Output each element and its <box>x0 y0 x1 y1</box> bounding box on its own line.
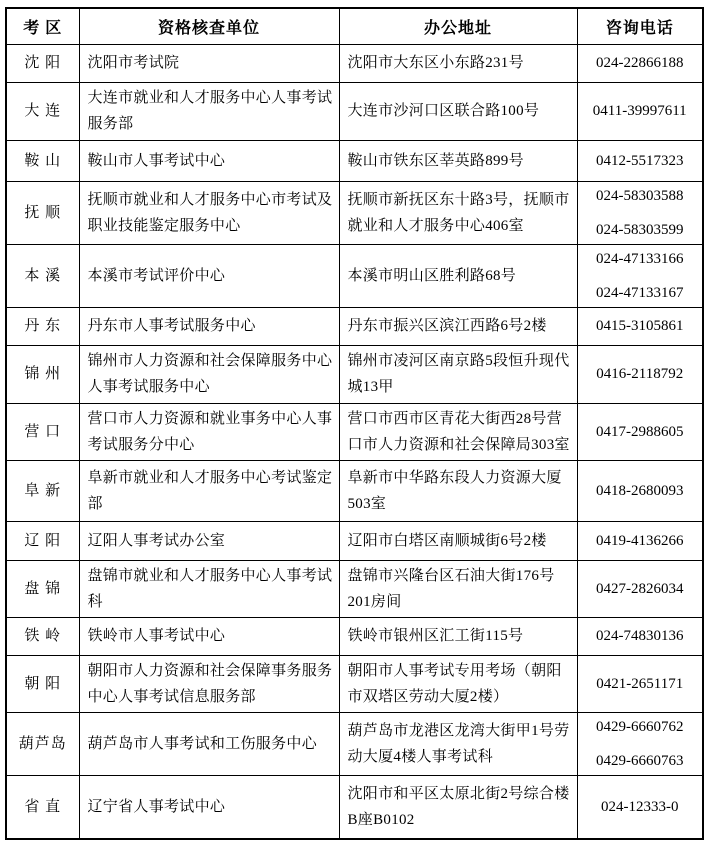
phone-cell <box>577 655 703 712</box>
table-row <box>6 44 703 82</box>
district-cell: 铁 岭 <box>6 617 79 655</box>
phone-number: 024-58303588 <box>596 187 684 204</box>
phone-cell <box>577 560 703 617</box>
phone-cell <box>577 140 703 181</box>
phone-cell <box>577 403 703 460</box>
table-row <box>6 403 703 460</box>
phone-cell <box>577 712 703 775</box>
unit-cell: 大连市就业和人才服务中心人事考试服务部 <box>79 82 339 140</box>
header-address: 办公地址 <box>339 8 577 44</box>
unit-cell: 丹东市人事考试服务中心 <box>79 307 339 345</box>
district-cell: 锦 州 <box>6 345 79 403</box>
phone-number: 0418-2680093 <box>596 482 684 499</box>
unit-cell: 阜新市就业和人才服务中心考试鉴定部 <box>79 460 339 521</box>
unit-cell: 朝阳市人力资源和社会保障事务服务中心人事考试信息服务部 <box>79 655 339 712</box>
phone-number: 024-58303599 <box>596 221 684 238</box>
unit-cell: 沈阳市考试院 <box>79 44 339 82</box>
phone-cell <box>577 181 703 244</box>
table-row <box>6 140 703 181</box>
address-cell: 抚顺市新抚区东十路3号，抚顺市就业和人才服务中心406室 <box>339 181 577 244</box>
table-header <box>6 8 703 44</box>
header-phone: 咨询电话 <box>577 8 703 44</box>
district-cell: 丹 东 <box>6 307 79 345</box>
phone-cell <box>577 617 703 655</box>
table-row <box>6 82 703 140</box>
phone-number: 0427-2826034 <box>596 580 684 597</box>
phone-number: 0421-2651171 <box>596 675 684 692</box>
phone-cell <box>577 775 703 839</box>
header-row <box>6 8 703 44</box>
phone-number: 024-12333-0 <box>601 798 679 815</box>
address-cell: 阜新市中华路东段人力资源大厦503室 <box>339 460 577 521</box>
phone-number: 024-47133167 <box>596 284 684 301</box>
district-cell: 抚 顺 <box>6 181 79 244</box>
table-row <box>6 460 703 521</box>
table-row <box>6 244 703 307</box>
district-cell: 阜 新 <box>6 460 79 521</box>
unit-cell: 盘锦市就业和人才服务中心人事考试科 <box>79 560 339 617</box>
district-cell: 辽 阳 <box>6 521 79 560</box>
qualification-check-table <box>5 7 704 840</box>
district-cell: 营 口 <box>6 403 79 460</box>
phone-number: 0416-2118792 <box>596 366 684 382</box>
table-row <box>6 655 703 712</box>
phone-number: 0429-6660763 <box>596 752 684 769</box>
district-cell: 本 溪 <box>6 244 79 307</box>
district-cell: 鞍 山 <box>6 140 79 181</box>
address-cell: 营口市西市区青花大街西28号营口市人力资源和社会保障局303室 <box>339 403 577 460</box>
phone-cell <box>577 460 703 521</box>
phone-cell <box>577 345 703 403</box>
address-cell: 辽阳市白塔区南顺城街6号2楼 <box>339 521 577 560</box>
phone-cell <box>577 521 703 560</box>
address-cell: 铁岭市银州区汇工街115号 <box>339 617 577 655</box>
address-cell: 鞍山市铁东区莘英路899号 <box>339 140 577 181</box>
unit-cell: 本溪市考试评价中心 <box>79 244 339 307</box>
table-row <box>6 712 703 775</box>
header-district: 考 区 <box>6 8 79 44</box>
unit-cell: 鞍山市人事考试中心 <box>79 140 339 181</box>
address-cell: 本溪市明山区胜利路68号 <box>339 244 577 307</box>
table-row <box>6 617 703 655</box>
unit-cell: 营口市人力资源和就业事务中心人事考试服务分中心 <box>79 403 339 460</box>
header-unit: 资格核查单位 <box>79 8 339 44</box>
phone-cell <box>577 44 703 82</box>
phone-number: 024-47133166 <box>596 250 684 267</box>
unit-cell: 抚顺市就业和人才服务中心市考试及职业技能鉴定服务中心 <box>79 181 339 244</box>
unit-cell: 葫芦岛市人事考试和工伤服务中心 <box>79 712 339 775</box>
phone-number: 024-22866188 <box>596 55 684 71</box>
district-cell: 沈 阳 <box>6 44 79 82</box>
district-cell: 大 连 <box>6 82 79 140</box>
district-cell: 葫芦岛 <box>6 712 79 775</box>
district-cell: 省 直 <box>6 775 79 839</box>
phone-cell <box>577 244 703 307</box>
address-cell: 大连市沙河口区联合路100号 <box>339 82 577 140</box>
phone-number: 0429-6660762 <box>596 718 684 735</box>
phone-cell <box>577 307 703 345</box>
phone-number: 0411-39997611 <box>592 103 687 119</box>
address-cell: 盘锦市兴隆台区石油大街176号201房间 <box>339 560 577 617</box>
unit-cell: 铁岭市人事考试中心 <box>79 617 339 655</box>
phone-number: 0412-5517323 <box>596 152 684 169</box>
table-row <box>6 560 703 617</box>
district-cell: 朝 阳 <box>6 655 79 712</box>
table-row <box>6 345 703 403</box>
address-cell: 锦州市凌河区南京路5段恒升现代城13甲 <box>339 345 577 403</box>
address-cell: 朝阳市人事考试专用考场（朝阳市双塔区劳动大厦2楼） <box>339 655 577 712</box>
district-cell: 盘 锦 <box>6 560 79 617</box>
phone-number: 0419-4136266 <box>596 532 684 549</box>
table-row <box>6 307 703 345</box>
address-cell: 沈阳市和平区太原北街2号综合楼B座B0102 <box>339 775 577 839</box>
address-cell: 丹东市振兴区滨江西路6号2楼 <box>339 307 577 345</box>
address-cell: 沈阳市大东区小东路231号 <box>339 44 577 82</box>
table-row <box>6 521 703 560</box>
table-body <box>6 44 703 839</box>
unit-cell: 锦州市人力资源和社会保障服务中心人事考试服务中心 <box>79 345 339 403</box>
phone-number: 0415-3105861 <box>596 318 684 334</box>
table-row <box>6 181 703 244</box>
table-row <box>6 775 703 839</box>
unit-cell: 辽宁省人事考试中心 <box>79 775 339 839</box>
phone-cell <box>577 82 703 140</box>
unit-cell: 辽阳人事考试办公室 <box>79 521 339 560</box>
phone-number: 0417-2988605 <box>596 423 684 440</box>
phone-number: 024-74830136 <box>596 628 684 644</box>
address-cell: 葫芦岛市龙港区龙湾大街甲1号劳动大厦4楼人事考试科 <box>339 712 577 775</box>
